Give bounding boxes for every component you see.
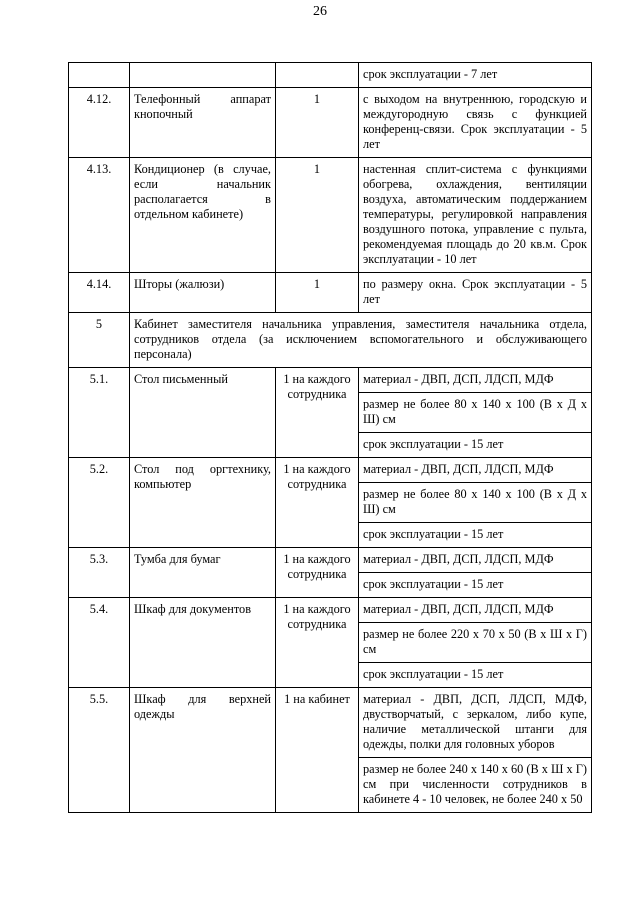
name-cell bbox=[130, 63, 276, 88]
table-row bbox=[69, 368, 592, 393]
table-row bbox=[69, 598, 592, 623]
item-number: 4.12. bbox=[69, 88, 130, 158]
item-name: Телефонный аппарат кнопочный bbox=[130, 88, 276, 158]
item-number: 4.13. bbox=[69, 158, 130, 273]
item-quantity: 1 на каждого сотрудника bbox=[276, 548, 359, 598]
table-body bbox=[69, 63, 592, 813]
item-quantity: 1 на каждого сотрудника bbox=[276, 458, 359, 548]
table-row bbox=[69, 548, 592, 573]
item-name: Шкаф для документов bbox=[130, 598, 276, 688]
table-row bbox=[69, 688, 592, 758]
item-name: Кондиционер (в случае, если начальник располагается в отдельном кабинете) bbox=[130, 158, 276, 273]
item-description: размер не более 240 х 140 х 60 (В х Ш х Г) см при численности сотрудников в кабинете 4 - 10 человек, не более 240 х 50 bbox=[359, 758, 592, 813]
item-number: 5.4. bbox=[69, 598, 130, 688]
item-name: Стол письменный bbox=[130, 368, 276, 458]
item-number: 5.1. bbox=[69, 368, 130, 458]
section-title: Кабинет заместителя начальника управления, заместителя начальника отдела, сотрудников отдела (за исключением вспомогательного и обслуживающего персонала) bbox=[130, 313, 592, 368]
item-description: материал - ДВП, ДСП, ЛДСП, МДФ bbox=[359, 548, 592, 573]
item-number: 5.5. bbox=[69, 688, 130, 813]
item-description: по размеру окна. Срок эксплуатации - 5 лет bbox=[359, 273, 592, 313]
item-description: размер не более 220 х 70 х 50 (В х Ш х Г) см bbox=[359, 623, 592, 663]
item-description: срок эксплуатации - 15 лет bbox=[359, 663, 592, 688]
item-name: Шторы (жалюзи) bbox=[130, 273, 276, 313]
item-quantity: 1 bbox=[276, 88, 359, 158]
item-name: Тумба для бумаг bbox=[130, 548, 276, 598]
quantity-cell bbox=[276, 63, 359, 88]
item-quantity: 1 на каждого сотрудника bbox=[276, 368, 359, 458]
table-row bbox=[69, 458, 592, 483]
item-description: размер не более 80 х 140 х 100 (В х Д х Ш) см bbox=[359, 393, 592, 433]
item-name: Стол под оргтехнику, компьютер bbox=[130, 458, 276, 548]
item-description: срок эксплуатации - 15 лет bbox=[359, 573, 592, 598]
item-quantity: 1 bbox=[276, 158, 359, 273]
item-description: настенная сплит-система с функциями обогрева, охлаждения, вентиляции воздуха, автоматическим поддержанием температуры, регулировкой направления воздушного потока, управление с пульта, рекомендуемая площадь до 20 кв.м. Срок эксплуатации - 10 лет bbox=[359, 158, 592, 273]
item-name: Шкаф для верхней одежды bbox=[130, 688, 276, 813]
item-number: 5.2. bbox=[69, 458, 130, 548]
item-number: 4.14. bbox=[69, 273, 130, 313]
page-number: 26 bbox=[313, 4, 327, 19]
item-description: материал - ДВП, ДСП, ЛДСП, МДФ, двустворчатый, с зеркалом, либо купе, наличие металлической штанги для одежды, полки для головных уборов bbox=[359, 688, 592, 758]
table-row bbox=[69, 273, 592, 313]
item-description: с выходом на внутреннюю, городскую и междугородную связь с функцией конференц-связи. Срок эксплуатации - 5 лет bbox=[359, 88, 592, 158]
item-quantity: 1 на каждого сотрудника bbox=[276, 598, 359, 688]
table-row bbox=[69, 88, 592, 158]
number-cell bbox=[69, 63, 130, 88]
item-description: материал - ДВП, ДСП, ЛДСП, МДФ bbox=[359, 368, 592, 393]
description-cell: срок эксплуатации - 7 лет bbox=[359, 63, 592, 88]
item-number: 5.3. bbox=[69, 548, 130, 598]
item-description: срок эксплуатации - 15 лет bbox=[359, 433, 592, 458]
section-number: 5 bbox=[69, 313, 130, 368]
item-quantity: 1 на кабинет bbox=[276, 688, 359, 813]
item-description: материал - ДВП, ДСП, ЛДСП, МДФ bbox=[359, 598, 592, 623]
item-description: срок эксплуатации - 15 лет bbox=[359, 523, 592, 548]
item-description: размер не более 80 х 140 х 100 (В х Д х Ш) см bbox=[359, 483, 592, 523]
item-quantity: 1 bbox=[276, 273, 359, 313]
equipment-table bbox=[68, 62, 592, 813]
item-description: материал - ДВП, ДСП, ЛДСП, МДФ bbox=[359, 458, 592, 483]
table-row bbox=[69, 63, 592, 88]
table-row bbox=[69, 158, 592, 273]
section-row bbox=[69, 313, 592, 368]
